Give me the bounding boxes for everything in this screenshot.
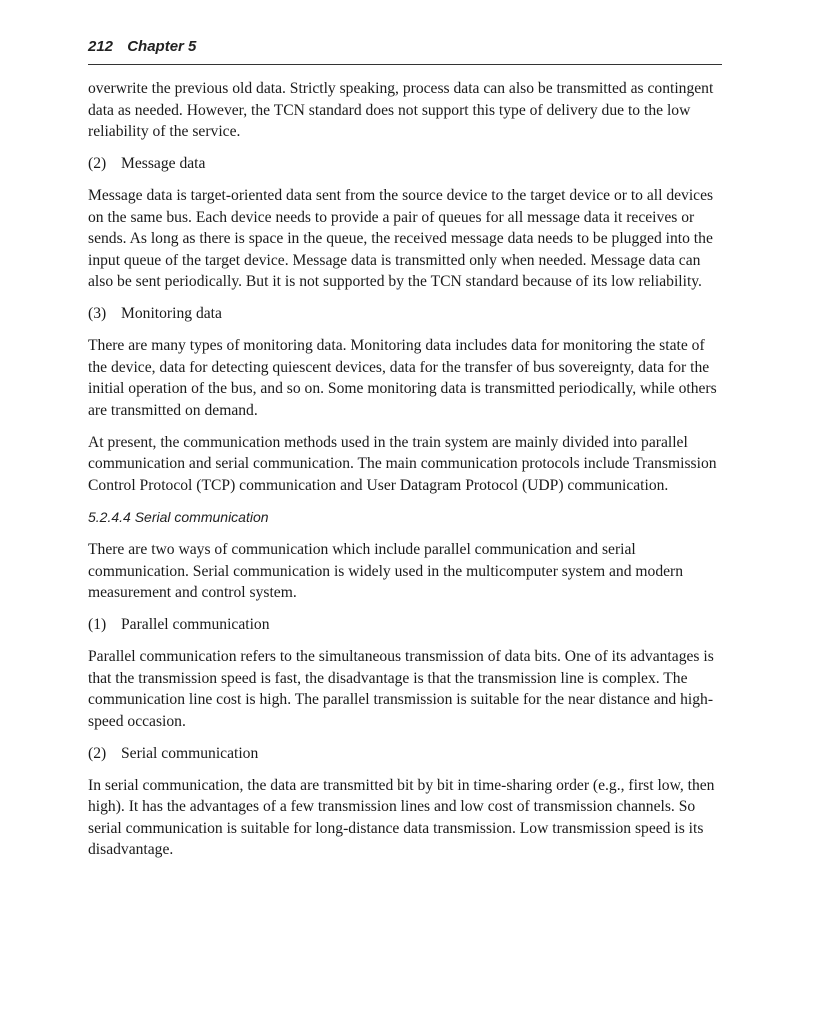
list-item-label: Monitoring data bbox=[121, 305, 222, 322]
list-item-label: Message data bbox=[121, 155, 206, 172]
running-head bbox=[88, 38, 722, 55]
section-heading: 5.2.4.4 Serial communication bbox=[88, 508, 269, 525]
list-item-number: (2) bbox=[88, 155, 107, 172]
paragraph-monitoring-data: There are many types of monitoring data. Monitoring data includes data for monitoring the state of the device, data for detecting quiescent devices, data for the transfer of bus sovereignty, data for the initial operation of the bus, and so on. Some monitoring data is transmitted periodically, while others are transmitted on demand. bbox=[88, 337, 717, 419]
page-number: 212 bbox=[88, 38, 114, 55]
paragraph-process-data-continued: overwrite the previous old data. Strictly speaking, process data can also be transmitted as contingent data as needed. However, the TCN standard does not support this type of delivery due to the low reliability of the service. bbox=[88, 80, 714, 140]
list-item-monitoring-data bbox=[88, 303, 722, 325]
header-rule bbox=[88, 64, 722, 65]
paragraph-serial-communication: In serial communication, the data are transmitted bit by bit in time-sharing order (e.g., first low, then high). It has the advantages of a few transmission lines and low cost of transmission channels. So serial communication is suitable for long-distance data transmission. Low transmission speed is its disadvantage. bbox=[88, 776, 715, 858]
list-item-number: (2) bbox=[88, 744, 107, 762]
body-text bbox=[88, 78, 722, 871]
list-item-serial-communication bbox=[88, 743, 722, 765]
paragraph-message-data: Message data is target-oriented data sent from the source device to the target device or to all devices on the same bus. Each device needs to provide a pair of queues for all message data it receives or sends. As long as there is space in the queue, the received message data needs to be plugged into the input queue of the target device. Message data is transmitted only when needed. Message data can also be sent periodically. But it is not supported by the TCN standard because of its low reliability. bbox=[88, 187, 714, 290]
list-item-number: (3) bbox=[88, 305, 107, 322]
paragraph-parallel-communication: Parallel communication refers to the simultaneous transmission of data bits. One of its advantages is that the transmission speed is fast, the disadvantage is that the transmission line is complex. The communication line cost is high. The parallel transmission is suitable for the near distance and high-speed occasion. bbox=[88, 648, 714, 730]
list-item-label: Parallel communication bbox=[121, 616, 270, 633]
paragraph-serial-intro: There are two ways of communication which include parallel communication and serial communication. Serial communication is widely used in the multicomputer system and modern measurement and control system. bbox=[88, 541, 684, 601]
paragraph-communication-methods: At present, the communication methods used in the train system are mainly divided into parallel communication and serial communication. The main communication protocols include Transmission Control Protocol (TCP) communication and User Datagram Protocol (UDP) communication. bbox=[88, 433, 717, 494]
list-item-label: Serial communication bbox=[121, 744, 259, 762]
list-item-number: (1) bbox=[88, 616, 107, 633]
list-item-message-data bbox=[88, 153, 722, 175]
list-item-parallel-communication bbox=[88, 614, 722, 636]
chapter-title: Chapter 5 bbox=[127, 38, 197, 55]
